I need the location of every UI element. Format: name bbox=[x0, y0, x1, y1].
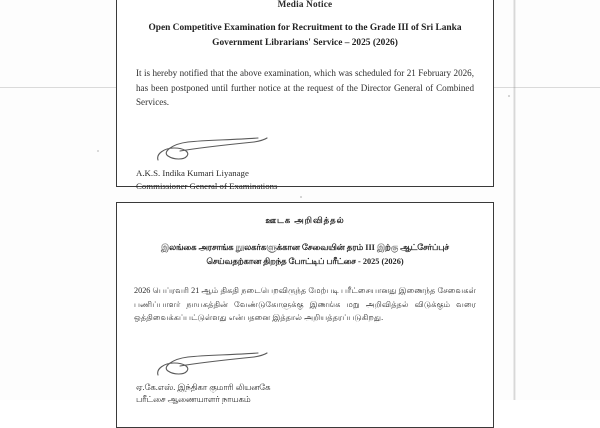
english-notice-body: It is hereby notified that the above examination, which was scheduled for 21 February 2026, has been postponed until further notice at the request of the Director General of Combined Services. bbox=[136, 68, 474, 107]
tamil-signatory-name: ஏ.கே.எஸ். இந்திகா குமாரி லியனகே bbox=[136, 382, 271, 392]
english-signatory-designation: Commissioner General of Examinations bbox=[136, 180, 278, 191]
english-signatory-name: A.K.S. Indika Kumari Liyanage bbox=[136, 167, 249, 178]
tamil-notice-title bbox=[134, 241, 476, 268]
scan-speck bbox=[508, 95, 510, 97]
tamil-notice-content bbox=[117, 203, 493, 417]
tamil-notice-heading: ஊடக அறிவித்தல் bbox=[265, 215, 345, 225]
handwritten-signature-icon bbox=[154, 351, 274, 381]
tamil-signatory-designation: பரீட்சை ஆணையாளர் நாயகம் bbox=[136, 395, 251, 404]
english-notice-title bbox=[134, 21, 476, 51]
tamil-title-line-2: செய்வதற்கான திறந்த போட்டிப் பரீட்சை - 2025 (2026) bbox=[206, 256, 404, 266]
english-title-line-2: Government Librarians' Service – 2025 (2026) bbox=[212, 38, 398, 48]
tamil-notice-body: 2026 பெப்ரவரி 21 ஆம் திகதி நடைபெறவிருந்த மேற்படி பரீட்சையானது இணைந்த சேவைகள் பணிப்பாளர் நாயகத்தின் வேண்டுகோளுக்கு இணங்க மறு அறிவித்தல் விடுக்கும் வரை ஒத்திவைக்கப்பட்டுள்ளது என்பதனை இத்தால் அறியத்தரப்படுகிறது. bbox=[134, 286, 476, 322]
scan-artifact-vertical-line bbox=[513, 0, 516, 400]
tamil-signature-block bbox=[134, 351, 476, 407]
tamil-notice-box bbox=[116, 202, 494, 428]
scan-speck bbox=[97, 150, 99, 152]
english-notice-box bbox=[116, 0, 494, 191]
tamil-title-line-1: இலங்கை அரசாங்க நூலகர்களுக்கான சேவையின் தரம் III இற்கு ஆட்சேர்ப்புச் bbox=[161, 243, 449, 252]
english-notice-heading: Media Notice bbox=[277, 0, 333, 9]
scan-speck bbox=[300, 196, 302, 198]
handwritten-signature-icon bbox=[154, 136, 274, 166]
english-notice-content bbox=[117, 0, 493, 203]
english-signature-block bbox=[134, 136, 476, 193]
english-title-line-1: Open Competitive Examination for Recruitment to the Grade III of Sri Lanka bbox=[148, 23, 462, 33]
